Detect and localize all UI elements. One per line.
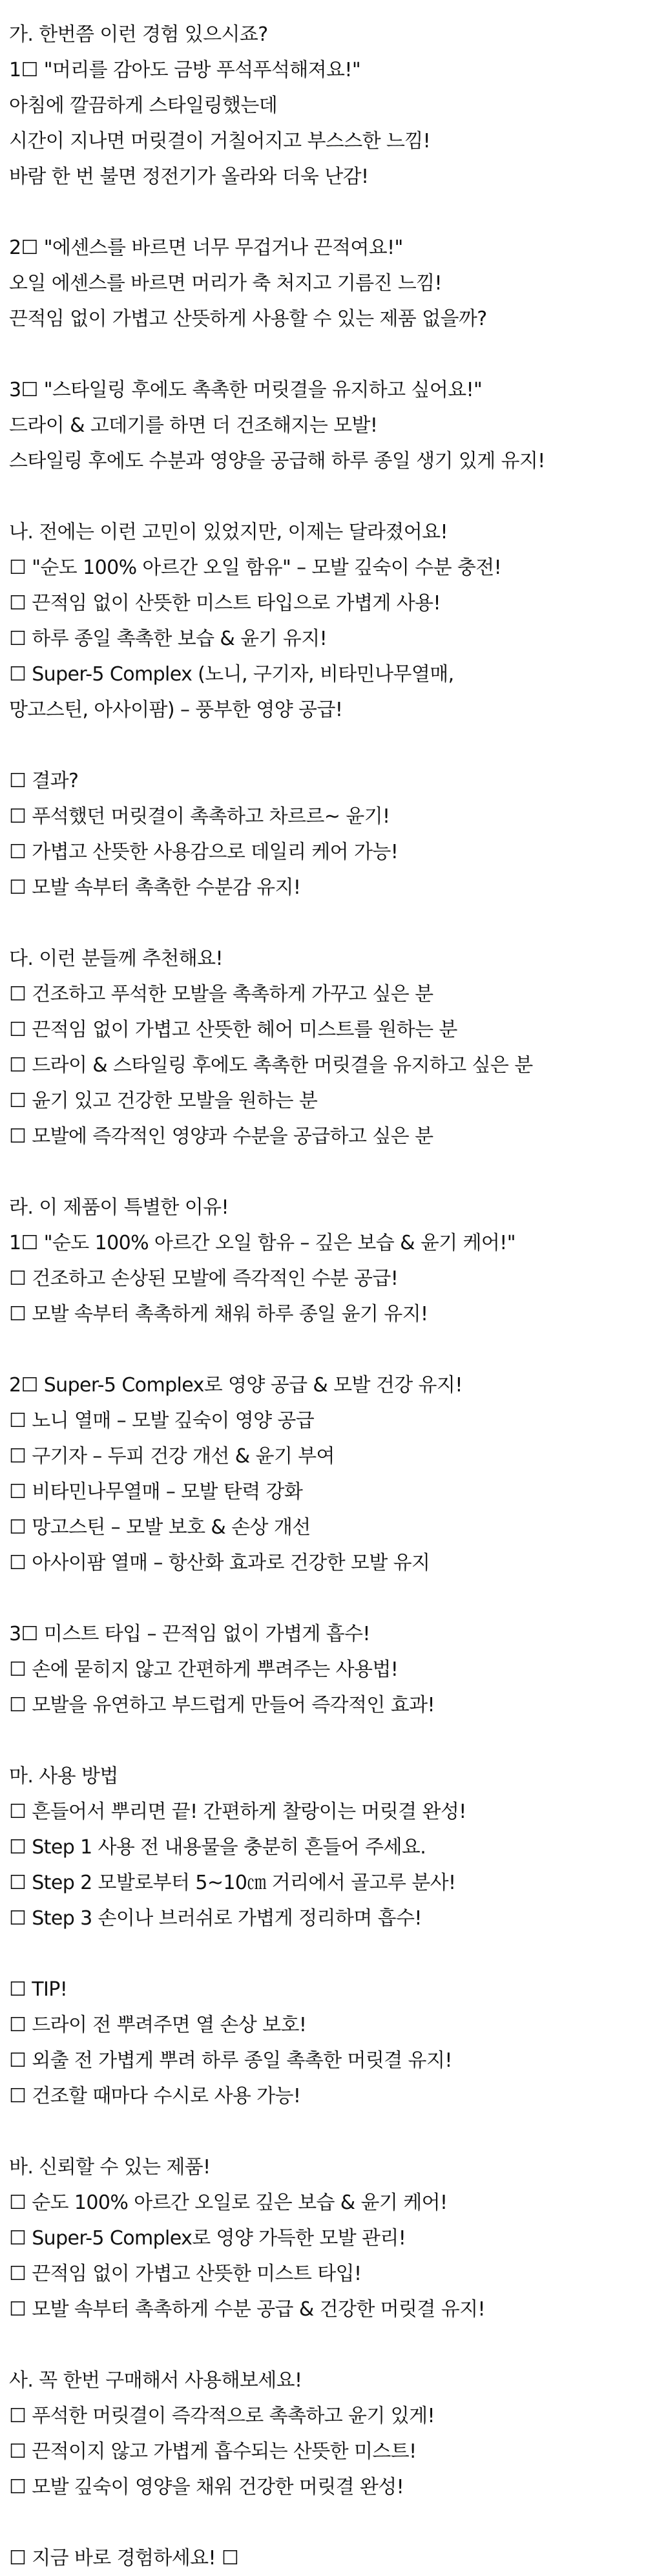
text-line: ☐ 아사이팜 열매 – 항산화 효과로 건강한 모발 유지 (9, 1552, 430, 1574)
text-line: ☐ Step 2 모발로부터 5~10㎝ 거리에서 골고루 분사! (9, 1872, 456, 1894)
text-section (9, 17, 646, 195)
text-section (9, 230, 646, 337)
text-line: ☐ 푸석한 머릿결이 즉각적으로 촉촉하고 윤기 있게! (9, 2405, 435, 2427)
text-line: ☐ Super-5 Complex (노니, 구기자, 비타민나무열매, (9, 663, 454, 686)
text-line: ☐ 윤기 있고 건강한 모발을 원하는 분 (9, 1090, 318, 1112)
section-heading-line: ☐ 결과? (9, 770, 79, 792)
text-section (9, 1758, 646, 1936)
section-spacer (9, 728, 646, 763)
text-line: ☐ Super-5 Complex로 영양 가득한 모발 관리! (9, 2227, 406, 2250)
section-spacer (9, 1723, 646, 1758)
section-spacer (9, 479, 646, 514)
text-section (9, 2363, 646, 2505)
text-line: ☐ 모발에 즉각적인 영양과 수분을 공급하고 싶은 분 (9, 1125, 433, 1148)
text-section (9, 372, 646, 479)
text-line: ☐ 끈적임 없이 가볍고 산뜻한 헤어 미스트를 원하는 분 (9, 1019, 457, 1041)
text-line: ☐ 건조하고 손상된 모발에 즉각적인 수분 공급! (9, 1267, 399, 1290)
section-heading-line: 바. 신뢰할 수 있는 제품! (9, 2156, 211, 2179)
section-heading-line: 라. 이 제품이 특별한 이유! (9, 1196, 229, 1219)
section-heading-line: ☐ 지금 바로 경험하세요! ☐ (9, 2547, 239, 2570)
text-line: ☐ 푸석했던 머릿결이 촉촉하고 차르르~ 윤기! (9, 805, 390, 828)
section-heading-line: 다. 이런 분들께 추천해요! (9, 947, 223, 970)
text-section (9, 1367, 646, 1581)
section-spacer (9, 1332, 646, 1367)
section-spacer (9, 905, 646, 941)
text-line: ☐ Step 1 사용 전 내용물을 충분히 흔들어 주세요. (9, 1836, 426, 1859)
section-heading-line: 마. 사용 방법 (9, 1765, 118, 1788)
text-line: ☐ 드라이 & 스타일링 후에도 촉촉한 머릿결을 유지하고 싶은 분 (9, 1054, 533, 1077)
text-section (9, 2149, 646, 2327)
text-line: 오일 에센스를 바르면 머리가 축 처지고 기름진 느낌! (9, 272, 442, 295)
text-line: ☐ 노니 열매 – 모발 깊숙이 영양 공급 (9, 1409, 315, 1432)
section-heading-line: 나. 전에는 이런 고민이 있었지만, 이제는 달라졌어요! (9, 521, 448, 544)
text-line: ☐ 건조하고 푸석한 모발을 촉촉하게 가꾸고 싶은 분 (9, 983, 433, 1006)
text-section (9, 1972, 646, 2114)
section-heading-line: 3☐ "스타일링 후에도 촉촉한 머릿결을 유지하고 싶어요!" (9, 379, 483, 401)
section-spacer (9, 1154, 646, 1190)
text-line: 바람 한 번 불면 정전기가 올라와 더욱 난감! (9, 165, 369, 188)
text-line: 스타일링 후에도 수분과 영양을 공급해 하루 종일 생기 있게 유지! (9, 450, 545, 472)
text-line: ☐ 모발 속부터 촉촉한 수분감 유지! (9, 876, 301, 899)
text-line: ☐ 손에 묻히지 않고 간편하게 뿌려주는 사용법! (9, 1658, 399, 1681)
section-heading-line: ☐ TIP! (9, 1978, 68, 2001)
text-line: ☐ 비타민나무열매 – 모발 탄력 강화 (9, 1481, 303, 1503)
text-line: ☐ 모발을 유연하고 부드럽게 만들어 즉각적인 효과! (9, 1694, 435, 1716)
text-line: ☐ Step 3 손이나 브러쉬로 가볍게 정리하며 흡수! (9, 1907, 422, 1930)
text-line: ☐ 모발 속부터 촉촉하게 수분 공급 & 건강한 머릿결 유지! (9, 2298, 485, 2321)
text-line: ☐ "순도 100% 아르간 오일 함유" – 모발 깊숙이 수분 충전! (9, 556, 502, 579)
text-line: ☐ 모발 속부터 촉촉하게 채워 하루 종일 윤기 유지! (9, 1303, 428, 1325)
text-line: ☐ 가볍고 산뜻한 사용감으로 데일리 케어 가능! (9, 841, 399, 863)
text-section (9, 1190, 646, 1332)
section-spacer (9, 1581, 646, 1616)
text-line: ☐ 끈적이지 않고 가볍게 흡수되는 산뜻한 미스트! (9, 2440, 417, 2463)
text-line: ☐ 외출 전 가볍게 뿌려 하루 종일 촉촉한 머릿결 유지! (9, 2049, 452, 2072)
text-line: ☐ 하루 종일 촉촉한 보습 & 윤기 유지! (9, 628, 328, 650)
text-line: 1☐ "머리를 감아도 금방 푸석푸석해져요!" (9, 59, 361, 81)
text-section (9, 514, 646, 728)
section-spacer (9, 2505, 646, 2540)
text-line: ☐ 모발 깊숙이 영양을 채워 건강한 머릿결 완성! (9, 2476, 404, 2498)
text-line: ☐ 끈적임 없이 산뜻한 미스트 타입으로 가볍게 사용! (9, 592, 441, 615)
section-spacer (9, 2327, 646, 2363)
text-line: ☐ 순도 100% 아르간 오일로 깊은 보습 & 윤기 케어! (9, 2191, 448, 2214)
text-line: 드라이 & 고데기를 하면 더 건조해지는 모발! (9, 414, 378, 437)
section-heading-line: 3☐ 미스트 타입 – 끈적임 없이 가볍게 흡수! (9, 1623, 370, 1645)
text-line: ☐ 건조할 때마다 수시로 사용 가능! (9, 2085, 301, 2107)
text-section (9, 941, 646, 1154)
text-line: 1☐ "순도 100% 아르간 오일 함유 – 깊은 보습 & 윤기 케어!" (9, 1232, 516, 1254)
section-spacer (9, 337, 646, 372)
text-line: ☐ 흔들어서 뿌리면 끝! 간편하게 찰랑이는 머릿결 완성! (9, 1800, 466, 1823)
text-line: 망고스틴, 아사이팜) – 풍부한 영양 공급! (9, 699, 343, 721)
section-spacer (9, 195, 646, 230)
text-line: 끈적임 없이 가볍고 산뜻하게 사용할 수 있는 제품 없을까? (9, 308, 487, 330)
section-heading-line: 사. 꼭 한번 구매해서 사용해보세요! (9, 2369, 302, 2392)
text-line: ☐ 드라이 전 뿌려주면 열 손상 보호! (9, 2014, 307, 2036)
section-spacer (9, 1936, 646, 1972)
section-heading-line: 2☐ Super-5 Complex로 영양 공급 & 모발 건강 유지! (9, 1374, 463, 1397)
text-line: 시간이 지나면 머릿결이 거칠어지고 부스스한 느낌! (9, 130, 431, 153)
text-line: 아침에 깔끔하게 스타일링했는데 (9, 94, 278, 117)
text-line: ☐ 망고스틴 – 모발 보호 & 손상 개선 (9, 1516, 311, 1539)
text-line: ☐ 구기자 – 두피 건강 개선 & 윤기 부여 (9, 1445, 335, 1468)
text-section (9, 2540, 646, 2576)
text-section (9, 1616, 646, 1723)
text-line: ☐ 끈적임 없이 가볍고 산뜻한 미스트 타입! (9, 2263, 362, 2285)
section-heading-line: 가. 한번쯤 이런 경험 있으시죠? (9, 23, 268, 46)
section-spacer (9, 2114, 646, 2149)
text-section (9, 763, 646, 905)
section-heading-line: 2☐ "에센스를 바르면 너무 무겁거나 끈적여요!" (9, 237, 403, 259)
